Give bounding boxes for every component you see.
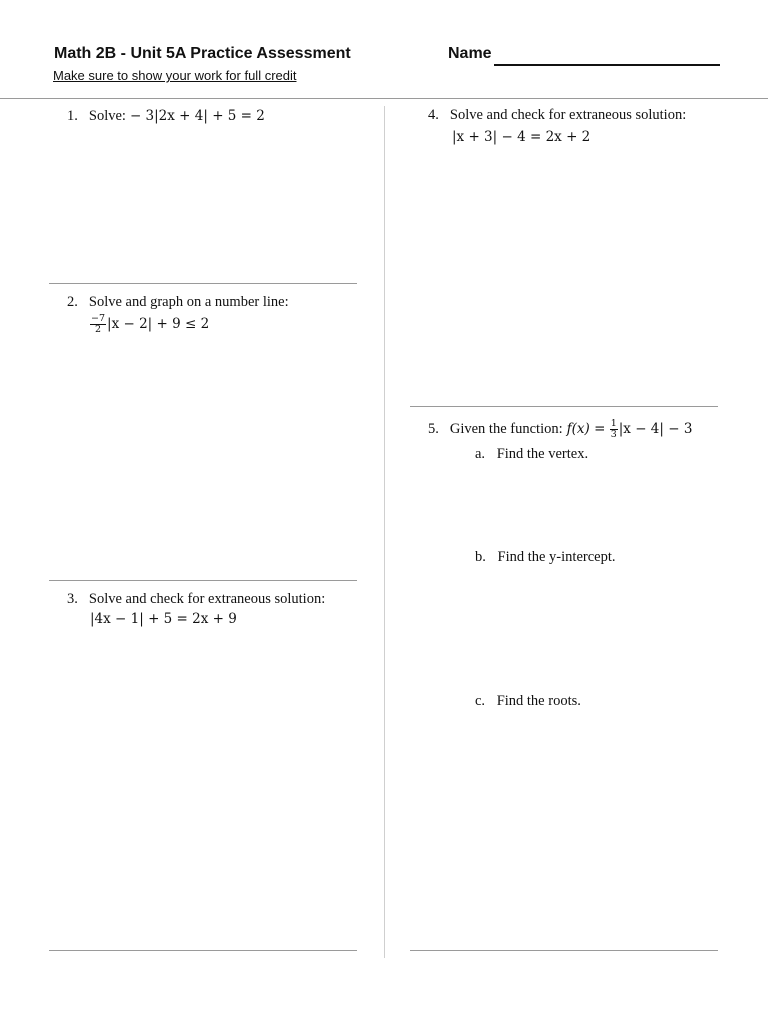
part-text: Find the vertex.	[496, 446, 589, 462]
fraction	[610, 419, 618, 440]
question-prompt: Solve:	[88, 108, 126, 124]
fraction-numerator: −7	[91, 313, 106, 324]
equation: |x − 4| − 3	[618, 421, 693, 437]
instructions: Make sure to show your work for full credit	[53, 68, 297, 83]
equation-line	[90, 314, 209, 335]
question-number: 4.	[428, 107, 439, 123]
question-number: 5.	[428, 421, 439, 437]
equation: − 3|2x + 4| + 5 = 2	[129, 108, 265, 124]
question-prompt: Given the function:	[449, 421, 563, 437]
equation: |x − 2| + 9 ≤ 2	[107, 316, 210, 332]
part-a	[475, 446, 588, 463]
question-3	[67, 590, 325, 608]
header-divider	[0, 98, 768, 99]
section-divider	[49, 950, 357, 951]
part-letter: c.	[475, 693, 486, 709]
question-number: 1.	[67, 108, 78, 124]
equation: |x + 3| − 4 = 2x + 2	[452, 129, 591, 145]
name-field[interactable]	[448, 45, 492, 63]
part-letter: a.	[475, 446, 486, 462]
question-number: 2.	[67, 294, 78, 310]
fraction-denominator: 3	[610, 429, 617, 440]
question-prompt: Solve and graph on a number line:	[88, 294, 289, 310]
question-5	[428, 419, 692, 440]
part-letter: b.	[475, 549, 486, 565]
function-definition	[566, 418, 693, 440]
name-blank-line[interactable]	[494, 64, 720, 66]
section-divider	[410, 950, 718, 951]
question-1	[67, 107, 265, 125]
fraction-denominator: 2	[94, 324, 102, 335]
fraction-numerator: 1	[610, 418, 617, 429]
column-divider	[384, 106, 385, 958]
equation: |4x − 1| + 5 = 2x + 9	[90, 611, 237, 627]
part-c	[475, 693, 581, 710]
part-text: Find the roots.	[496, 693, 581, 709]
question-4	[428, 106, 686, 124]
function-name: f(x) =	[566, 421, 606, 437]
section-divider	[410, 406, 718, 407]
section-divider	[49, 580, 357, 581]
part-b	[475, 549, 615, 566]
question-prompt: Solve and check for extraneous solution:	[449, 107, 687, 123]
name-label: Name	[448, 45, 492, 62]
page-title: Math 2B - Unit 5A Practice Assessment	[54, 45, 351, 62]
question-2	[67, 293, 289, 311]
question-number: 3.	[67, 591, 78, 607]
fraction	[90, 314, 106, 335]
part-text: Find the y-intercept.	[497, 549, 616, 565]
question-prompt: Solve and check for extraneous solution:	[88, 591, 326, 607]
section-divider	[49, 283, 357, 284]
